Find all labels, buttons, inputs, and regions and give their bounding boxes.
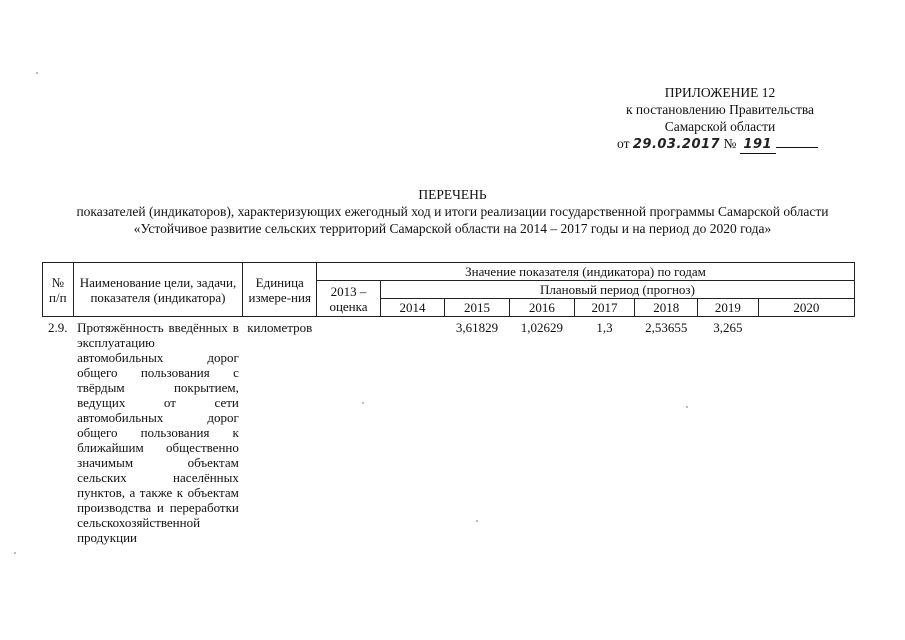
header-unit: Единица измере-ния [243, 263, 317, 317]
handwritten-number: 191 [740, 136, 776, 154]
scan-speck [36, 72, 38, 74]
from-label: от [617, 136, 630, 151]
row-value: 2,53655 [645, 320, 688, 335]
row-value: 1,02629 [520, 320, 564, 335]
row-value [380, 317, 444, 547]
appendix-decree: к постановлению Правительства [625, 102, 815, 117]
header-year: 2017 [574, 299, 634, 317]
row-value: 1,3 [596, 320, 613, 335]
row-value [758, 317, 854, 547]
header-values-group: Значение показателя (индикатора) по годам [317, 263, 855, 281]
row-value: 3,265 [713, 320, 743, 335]
title-heading: ПЕРЕЧЕНЬ [418, 187, 487, 202]
number-underline [776, 147, 818, 148]
header-year: 2018 [635, 299, 698, 317]
row-value: 3,61829 [455, 320, 499, 335]
scan-speck [362, 402, 364, 404]
indicators-table [42, 262, 855, 546]
header-plan-group: Плановый период (прогноз) [380, 281, 854, 299]
header-year: 2014 [380, 299, 444, 317]
header-year: 2016 [509, 299, 574, 317]
table-row [43, 317, 855, 547]
header-year: 2020 [758, 299, 854, 317]
row-num: 2.9. [48, 320, 68, 335]
header-num: № п/п [43, 263, 74, 317]
appendix-block [605, 84, 835, 154]
header-year: 2019 [698, 299, 758, 317]
scan-speck [14, 552, 16, 554]
appendix-region: Самарской области [664, 119, 776, 134]
appendix-date-line [605, 135, 835, 154]
document-title [0, 186, 905, 237]
row-name: Протяжённость введённых в эксплуатацию автомобильных дорог общего пользования с твёрдым покрытием, ведущих от сети автомобильных дорог общего пользования к ближайшим общественно значимым объектам сельских населённых пунктов, а также к объектам производства и переработки сельскохозяйственной продукции [77, 320, 239, 545]
header-year: 2015 [445, 299, 510, 317]
scan-speck [476, 520, 478, 522]
row-estimate [317, 317, 381, 547]
handwritten-date: 29.03.2017 [632, 137, 721, 152]
header-estimate: 2013 – оценка [317, 281, 381, 317]
title-subtitle: показателей (индикаторов), характеризующих ежегодный ход и итоги реализации государственной программы Самарской области «Устойчивое развитие сельских территорий Самарской области на 2014 – 2017 годы и на период до 2020 года» [76, 204, 829, 236]
scan-speck [686, 406, 688, 408]
header-name: Наименование цели, задачи, показателя (индикатора) [73, 263, 243, 317]
row-unit: километров [247, 320, 313, 335]
appendix-number: ПРИЛОЖЕНИЕ 12 [664, 85, 776, 100]
number-label: № [723, 136, 737, 151]
